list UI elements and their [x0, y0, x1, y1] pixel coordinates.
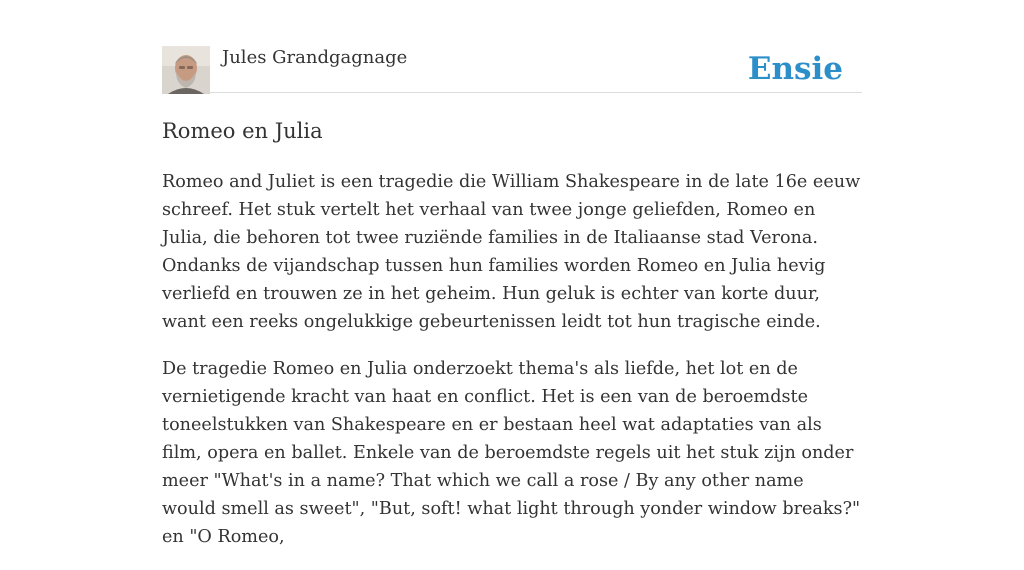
- article-header: [162, 0, 862, 93]
- author-avatar[interactable]: [162, 46, 210, 94]
- article-title: Romeo en Julia: [162, 119, 323, 143]
- brand-logo[interactable]: Ensie: [747, 51, 843, 87]
- avatar-image: [162, 46, 210, 94]
- article-paragraph: Romeo and Juliet is een tragedie die William Shakespeare in de late 16e eeuw schreef. Het stuk vertelt het verhaal van twee jonge geliefden, Romeo en Julia, die behoren tot twee ruziënde families in de Italiaanse stad Verona. Ondanks de vijandschap tussen hun families worden Romeo en Julia hevig verliefd en trouwen ze in het geheim. Hun geluk is echter van korte duur, want een reeks ongelukkige gebeurtenissen leidt tot hun tragische einde.: [162, 172, 861, 332]
- article-paragraph: De tragedie Romeo en Julia onderzoekt thema's als liefde, het lot en de vernietigende kracht van haat en conflict. Het is een van de beroemdste toneelstukken van Shakespeare en er bestaan heel wat adaptaties van als film, opera en ballet. Enkele van de beroemdste regels uit het stuk zijn onder meer "What's in a name? That which we call a rose / By any other name would smell as sweet", "But, soft! what light through yonder window breaks?" en "O Romeo,: [162, 359, 861, 547]
- author-name[interactable]: Jules Grandgagnage: [222, 47, 408, 68]
- article-card: [162, 0, 862, 547]
- article-body: [162, 168, 862, 570]
